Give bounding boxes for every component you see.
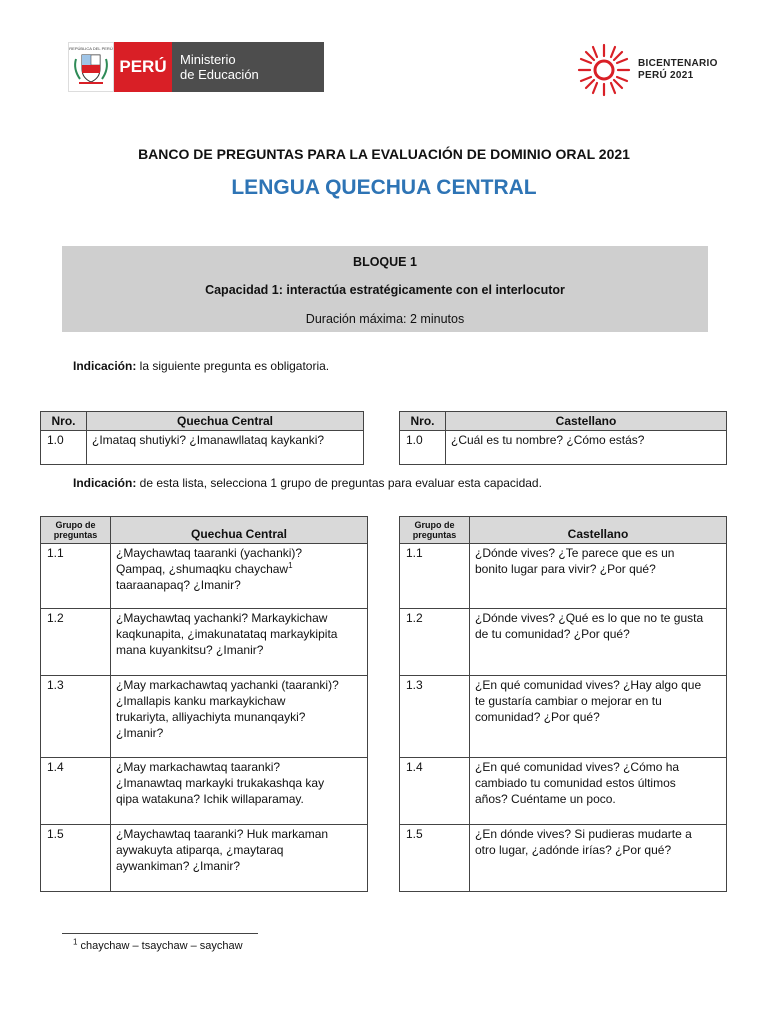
question-line: ¿May markachawtaq yachanki (taaranki)? (116, 678, 339, 692)
ministerio-label (172, 42, 324, 92)
bicentenario-line1: BICENTENARIO (638, 58, 718, 69)
document-title: BANCO DE PREGUNTAS PARA LA EVALUACIÓN DE DOMINIO ORAL 2021 (138, 146, 630, 162)
table-row (400, 825, 727, 892)
question-line: trukariyta, alliyachiyta munanqayki? (116, 710, 306, 724)
question-cell: ¿Cuál es tu nombre? ¿Cómo estás? (446, 431, 727, 465)
table-row (41, 544, 368, 609)
table-header: Grupo de preguntas (400, 517, 470, 544)
table-row (400, 431, 727, 465)
table-row (400, 758, 727, 825)
question-cell (470, 609, 727, 676)
table-header: Quechua Central (111, 517, 368, 544)
question-line: años? Cuéntame un poco. (475, 792, 616, 806)
question-line: kaqkunapita, ¿imakunatataq markaykipita (116, 627, 338, 641)
republica-label: REPÚBLICA DEL PERÚ (69, 46, 113, 51)
question-line: bonito lugar para vivir? ¿Por qué? (475, 562, 656, 576)
footnote-text: chaychaw – tsaychaw – saychaw (77, 940, 243, 952)
footnote-ref: 1 (288, 561, 293, 570)
question-line: de tu comunidad? ¿Por qué? (475, 627, 630, 641)
ministerio-line1: Ministerio (180, 52, 236, 67)
table-row (400, 609, 727, 676)
bloque-box (62, 246, 708, 332)
question-cell (470, 758, 727, 825)
table-header: Quechua Central (87, 412, 364, 431)
indicacion-1 (73, 359, 329, 373)
capacidad-label: Capacidad 1: interactúa estratégicamente con el interlocutor (205, 283, 565, 297)
question-line: te gustaría cambiar o mejorar en tu (475, 694, 662, 708)
question-line: otro lugar, ¿adónde irías? ¿Por qué? (475, 843, 672, 857)
question-line: ¿En qué comunidad vives? ¿Hay algo que (475, 678, 702, 692)
table-header: Castellano (446, 412, 727, 431)
indicacion-2-label: Indicación: (73, 476, 137, 490)
table-row (41, 609, 368, 676)
row-number: 1.3 (41, 676, 111, 758)
question-line: ¿Dónde vives? ¿Te parece que es un (475, 546, 675, 560)
table-header: Castellano (470, 517, 727, 544)
row-number: 1.2 (400, 609, 470, 676)
row-number: 1.0 (400, 431, 446, 465)
row-number: 1.1 (41, 544, 111, 609)
row-number: 1.5 (400, 825, 470, 892)
table-grupos-castellano (399, 516, 727, 892)
question-line: ¿Maychawtaq taaranki? Huk markaman (116, 827, 329, 841)
question-line: cambiado tu comunidad estos últimos (475, 776, 676, 790)
table-grupos-quechua (40, 516, 368, 892)
row-number: 1.0 (41, 431, 87, 465)
footnote-number: 1 (73, 937, 78, 947)
question-line: ¿Imanir? (116, 726, 164, 740)
question-line: ¿Maychawtaq taaranki (yachanki)? (116, 546, 303, 560)
question-line: mana kuyankitsu? ¿Imanir? (116, 643, 264, 657)
question-line: ¿En qué comunidad vives? ¿Cómo ha (475, 760, 680, 774)
bicentenario-emblem-icon (576, 42, 632, 98)
question-cell (111, 544, 368, 609)
row-number: 1.5 (41, 825, 111, 892)
footnote (73, 937, 243, 952)
question-cell (111, 676, 368, 758)
question-line: ¿Maychawtaq yachanki? Markaykichaw (116, 611, 328, 625)
question-line: ¿May markachawtaq taaranki? (116, 760, 281, 774)
question-cell (111, 825, 368, 892)
minedu-logo (68, 42, 324, 92)
table-header: Nro. (400, 412, 446, 431)
table-row (400, 544, 727, 609)
table-row (41, 758, 368, 825)
indicacion-2-text: de esta lista, selecciona 1 grupo de preguntas para evaluar esta capacidad. (136, 476, 542, 490)
footnote-divider (62, 933, 258, 934)
row-number: 1.1 (400, 544, 470, 609)
bloque-label: BLOQUE 1 (353, 255, 417, 269)
question-line: aywankiman? ¿Imanir? (116, 859, 241, 873)
table-obligatoria-quechua (40, 411, 364, 465)
row-number: 1.4 (400, 758, 470, 825)
row-number: 1.4 (41, 758, 111, 825)
row-number: 1.3 (400, 676, 470, 758)
question-line: ¿Dónde vives? ¿Qué es lo que no te gusta (475, 611, 704, 625)
table-header: Nro. (41, 412, 87, 431)
question-line: ¿En dónde vives? Si pudieras mudarte a (475, 827, 692, 841)
indicacion-1-label: Indicación: (73, 359, 137, 373)
table-row (41, 431, 364, 465)
indicacion-2 (73, 476, 542, 490)
question-cell: ¿Imataq shutiyki? ¿Imanawllataq kaykanki? (87, 431, 364, 465)
ministerio-line2: de Educación (180, 67, 259, 82)
question-line: aywakuyta atiparqa, ¿maytaraq (116, 843, 284, 857)
question-line: Qampaq, ¿shumaqku chaychaw$^1$ (116, 561, 293, 576)
row-number: 1.2 (41, 609, 111, 676)
question-cell (111, 609, 368, 676)
question-cell (470, 825, 727, 892)
question-line: taaraanapaq? ¿Imanir? (116, 578, 241, 592)
document-subtitle: LENGUA QUECHUA CENTRAL (231, 176, 537, 199)
peru-label: PERÚ (114, 42, 172, 92)
coat-of-arms-icon (68, 42, 114, 92)
indicacion-1-text: la siguiente pregunta es obligatoria. (136, 359, 330, 373)
question-line: ¿Imanawtaq markayki trukakashqa kay (116, 776, 325, 790)
question-cell (470, 676, 727, 758)
table-row (41, 676, 368, 758)
table-header: Grupo de preguntas (41, 517, 111, 544)
question-line: comunidad? ¿Por qué? (475, 710, 600, 724)
table-obligatoria-castellano (399, 411, 727, 465)
table-row (400, 676, 727, 758)
bicentenario-logo (576, 40, 736, 100)
question-line: ¿Imallapis kanku markaykichaw (116, 694, 286, 708)
question-cell (111, 758, 368, 825)
table-row (41, 825, 368, 892)
question-cell (470, 544, 727, 609)
bicentenario-line2: PERÚ 2021 (638, 70, 694, 81)
question-line: qipa watakuna? Ichik willaparamay. (116, 792, 304, 806)
duracion-label: Duración máxima: 2 minutos (305, 312, 465, 326)
